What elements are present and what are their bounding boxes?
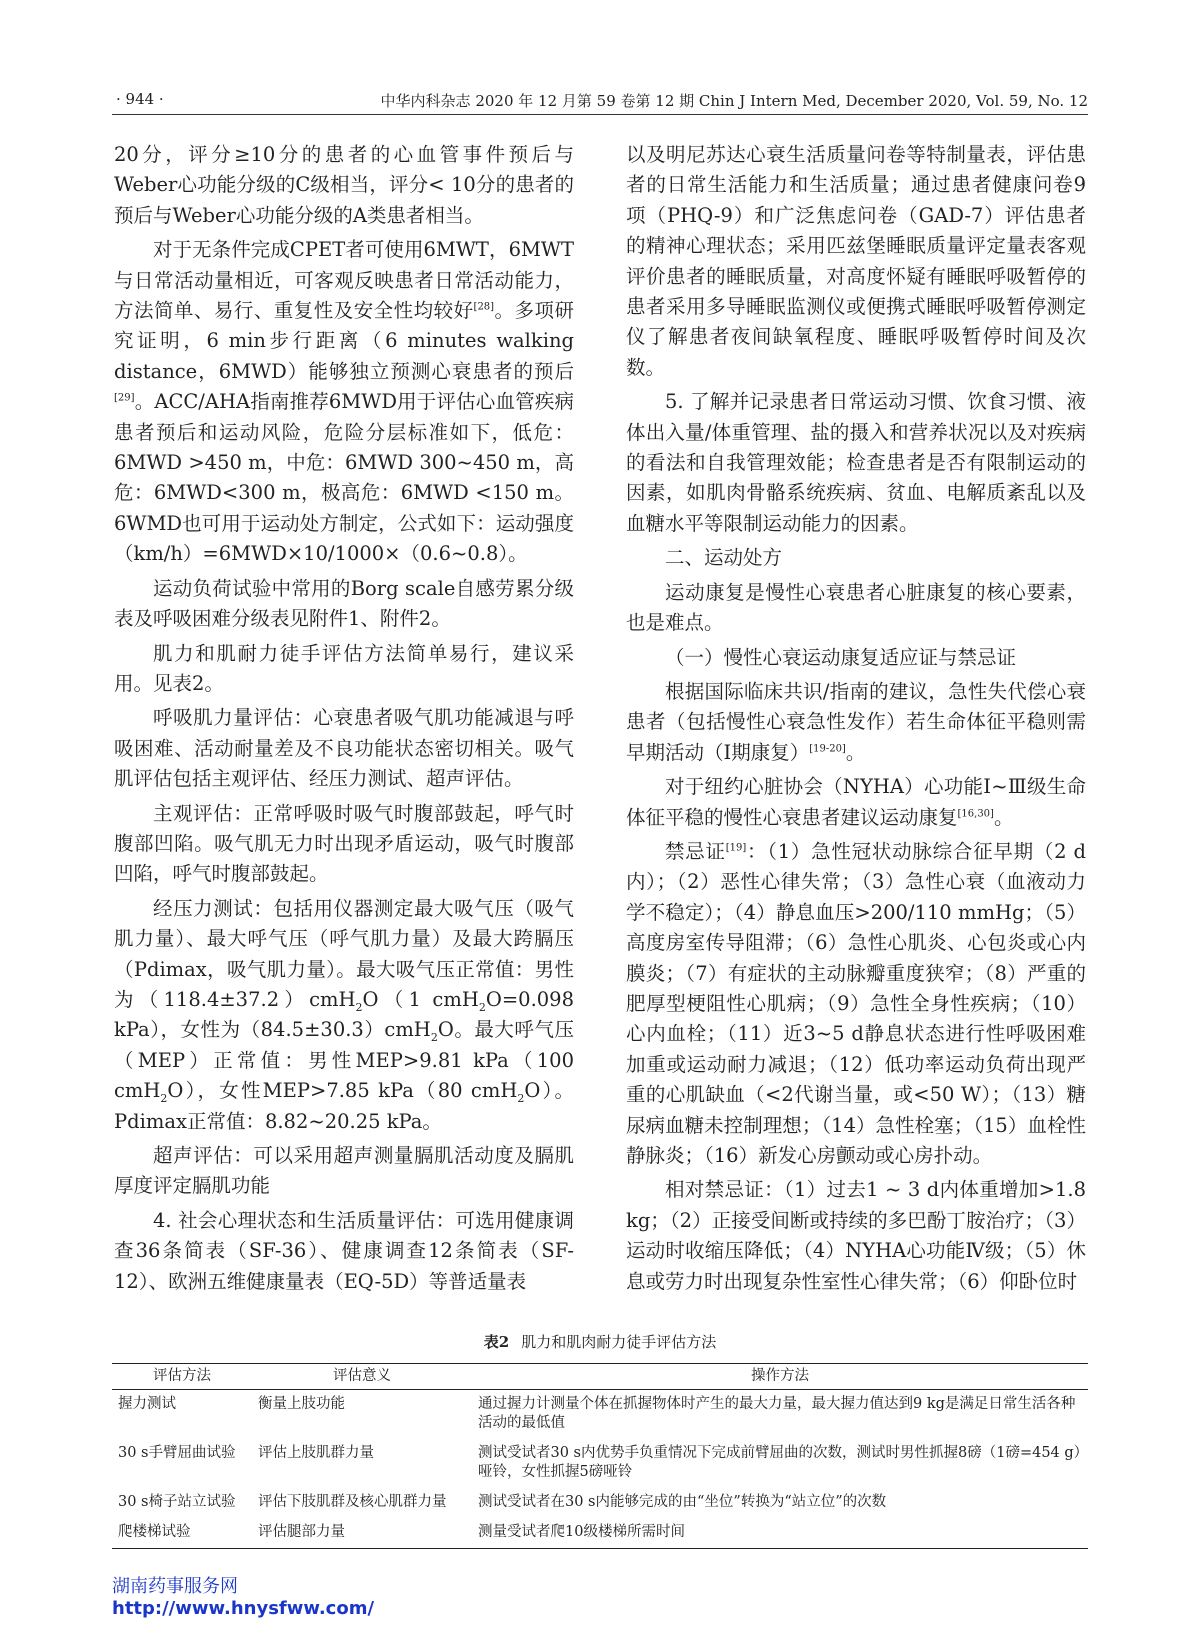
table-row [112, 1488, 1088, 1518]
paragraph: 4. 社会心理状态和生活质量评估：可选用健康调查36条简表（SF-36）、健康调查12条简表（SF-12）、欧洲五维健康量表（EQ-5D）等普适量表 [114, 1208, 574, 1293]
subscript: 2 [478, 1000, 486, 1014]
table-title: 肌力和肌肉耐力徒手评估方法 [521, 1333, 717, 1351]
paragraph: 呼吸肌力量评估：心衰患者吸气肌功能减退与呼吸困难、活动耐量差及不良功能状态密切相关。吸气肌评估包括主观评估、经压力测试、超声评估。 [114, 706, 574, 791]
table-cell: 30 s手臂屈曲试验 [118, 1445, 236, 1461]
citation-ref: [19-20] [809, 743, 846, 755]
section-heading: 二、运动处方 [665, 546, 783, 570]
paragraph: 肌力和肌耐力徒手评估方法简单易行，建议采用。见表2。 [114, 641, 574, 695]
paragraph: 经压力测试：包括用仪器测定最大吸气压（吸气肌力量）、最大呼气压（呼气肌力量）及最大跨膈压（Pdimax，吸气肌力量）。最大吸气压正常值：男性为（118.4±37.2）cmH$_2$O（1 cmH$_2$O=0.098 kPa），女性为（84.5±30.3）cmH$_2$O。最大呼气压（MEP）正常值：男性MEP>9.81 kPa（100 cmH$_2$O），女性MEP>7.85 kPa（80 cmH$_2$O）。Pdimax正常值：8.82~20.25 kPa。 [114, 896, 574, 1133]
source-watermark [112, 1576, 374, 1620]
paragraph: 对于纽约心脏协会（NYHA）心功能Ⅰ~Ⅲ级生命体征平稳的慢性心衰患者建议运动康复[16,30]。 [626, 775, 1086, 829]
table-cell: 测量受试者爬10级楼梯所需时间 [472, 1518, 1088, 1549]
table-cell: 衡量上肢功能 [258, 1396, 345, 1412]
citation-ref: [28] [473, 301, 495, 313]
citation-ref: [16,30] [957, 808, 994, 820]
column-header: 评估意义 [252, 1364, 472, 1390]
paragraph: 运动负荷试验中常用的Borg scale自感劳累分级表及呼吸困难分级表见附件1、附件2。 [114, 576, 574, 631]
page-number: · 944 · [116, 90, 164, 108]
paragraph: 主观评估：正常呼吸时吸气时腹部鼓起，呼气时腹部凹陷。吸气肌无力时出现矛盾运动，吸气时腹部凹陷，呼气时腹部鼓起。 [114, 801, 574, 886]
table-cell: 测试受试者在30 s内能够完成的由“坐位”转换为“站立位”的次数 [478, 1494, 887, 1510]
left-column [114, 140, 574, 1301]
table-cell: 爬楼梯试验 [112, 1518, 252, 1549]
table-header-row [112, 1364, 1088, 1390]
table-cell: 握力测试 [118, 1396, 176, 1412]
paragraph: 以及明尼苏达心衰生活质量问卷等特制量表，评估患者的日常生活能力和生活质量；通过患者健康问卷9项（PHQ-9）和广泛焦虑问卷（GAD-7）评估患者的精神心理状态；采用匹兹堡睡眠质量评定量表客观评价患者的睡眠质量，对高度怀疑有睡眠呼吸暂停的患者采用多导睡眠监测仪或便携式睡眠呼吸暂停测定仪了解患者夜间缺氧程度、睡眠呼吸暂停时间及次数。 [626, 143, 1086, 379]
column-header: 操作方法 [472, 1364, 1088, 1390]
subscript: 2 [517, 1092, 525, 1106]
table-row [112, 1439, 1088, 1488]
subscript: 2 [160, 1092, 168, 1106]
citation-ref: [29] [114, 392, 135, 404]
table-cell: 测试受试者30 s内优势手负重情况下完成前臂屈曲的次数，测试时男性抓握8磅（1磅=454 g）哑铃，女性抓握5磅哑铃 [478, 1445, 1081, 1480]
right-column [626, 140, 1086, 1301]
paragraph: 对于无条件完成CPET者可使用6MWT，6MWT与日常活动量相近，可客观反映患者日常活动能力，方法简单、易行、重复性及安全性均较好[28]。多项研究证明，6 min步行距离（6 minutes walking distance，6MWD）能够独立预测心衰患者的预后[29]。ACC/AHA指南推荐6MWD用于评估心血管疾病患者预后和运动风险，危险分层标准如下，低危：6MWD >450 m，中危：6MWD 300~450 m，高危：6MWD<300 m，极高危：6MWD <150 m。6WMD也可用于运动处方制定，公式如下：运动强度（km/h）=6MWD×10/1000×（0.6~0.8）。 [114, 238, 574, 566]
journal-citation: 中华内科杂志 2020 年 12 月第 59 卷第 12 期 Chin J Intern Med, December 2020, Vol. 59, No. 12 [380, 92, 1088, 110]
paragraph: 相对禁忌证：（1）过去1 ~ 3 d内体重增加>1.8 kg；（2）正接受间断或持续的多巴酚丁胺治疗；（3）运动时收缩压降低；（4）NYHA心功能Ⅳ级；（5）休息或劳力时出现复杂性室性心律失常；（6）仰卧位时 [626, 1178, 1086, 1293]
table-row [112, 1390, 1088, 1440]
table-cell: 评估上肢肌群力量 [258, 1445, 374, 1461]
paragraph: 运动康复是慢性心衰患者心脏康复的核心要素，也是难点。 [626, 580, 1086, 635]
citation-ref: [19] [725, 842, 747, 854]
paragraph: 5. 了解并记录患者日常运动习惯、饮食习惯、液体出入量/体重管理、盐的摄入和营养状况以及对疾病的看法和自我管理效能；检查患者是否有限制运动的因素，如肌肉骨骼系统疾病、贫血、电解质紊乱以及血糖水平等限制运动能力的因素。 [626, 390, 1086, 535]
watermark-url[interactable]: http://www.hnysfww.com/ [112, 1598, 375, 1619]
assessment-table [112, 1363, 1088, 1549]
table-cell: 评估下肢肌群及核心肌群力量 [258, 1494, 447, 1510]
table-caption [112, 1331, 1088, 1352]
running-header [112, 84, 1088, 115]
subscript: 2 [355, 1000, 363, 1014]
table-cell: 通过握力计测量个体在抓握物体时产生的最大力量，最大握力值达到9 kg是满足日常生活各种活动的最低值 [478, 1396, 1076, 1431]
table-label: 表2 [483, 1333, 510, 1351]
column-header: 评估方法 [112, 1364, 252, 1390]
watermark-site-name: 湖南药事服务网 [112, 1576, 238, 1597]
paragraph: 根据国际临床共识/指南的建议，急性失代偿心衰患者（包括慢性心衰急性发作）若生命体征平稳则需早期活动（Ⅰ期康复）[19-20]。 [626, 679, 1086, 764]
subscript: 2 [430, 1031, 438, 1045]
paragraph: 超声评估：可以采用超声测量膈肌活动度及膈肌厚度评定膈肌功能 [114, 1144, 574, 1198]
paragraph: 20分，评分≥10分的患者的心血管事件预后与Weber心功能分级的C级相当，评分< 10分的患者的预后与Weber心功能分级的A类患者相当。 [114, 143, 574, 227]
table-row [112, 1518, 1088, 1549]
table-cell: 评估腿部力量 [252, 1518, 472, 1549]
subsection-heading: （一）慢性心衰运动康复适应证与禁忌证 [665, 645, 1017, 669]
table-cell: 30 s椅子站立试验 [118, 1494, 236, 1510]
paragraph: 禁忌证[19]：（1）急性冠状动脉综合征早期（2 d内）；（2）恶性心律失常；（3）急性心衰（血液动力学不稳定）；（4）静息血压>200/110 mmHg；（5）高度房室传导阻滞；（6）急性心肌炎、心包炎或心内膜炎；（7）有症状的主动脉瓣重度狭窄；（8）严重的肥厚型梗阻性心肌病；（9）急性全身性疾病；（10）心内血栓；（11）近3~5 d静息状态进行性呼吸困难加重或运动耐力减退；（12）低功率运动负荷出现严重的心肌缺血（<2代谢当量，或<50 W）；（13）糖尿病血糖未控制理想；（14）急性栓塞；（15）血栓性静脉炎；（16）新发心房颤动或心房扑动。 [626, 839, 1086, 1167]
